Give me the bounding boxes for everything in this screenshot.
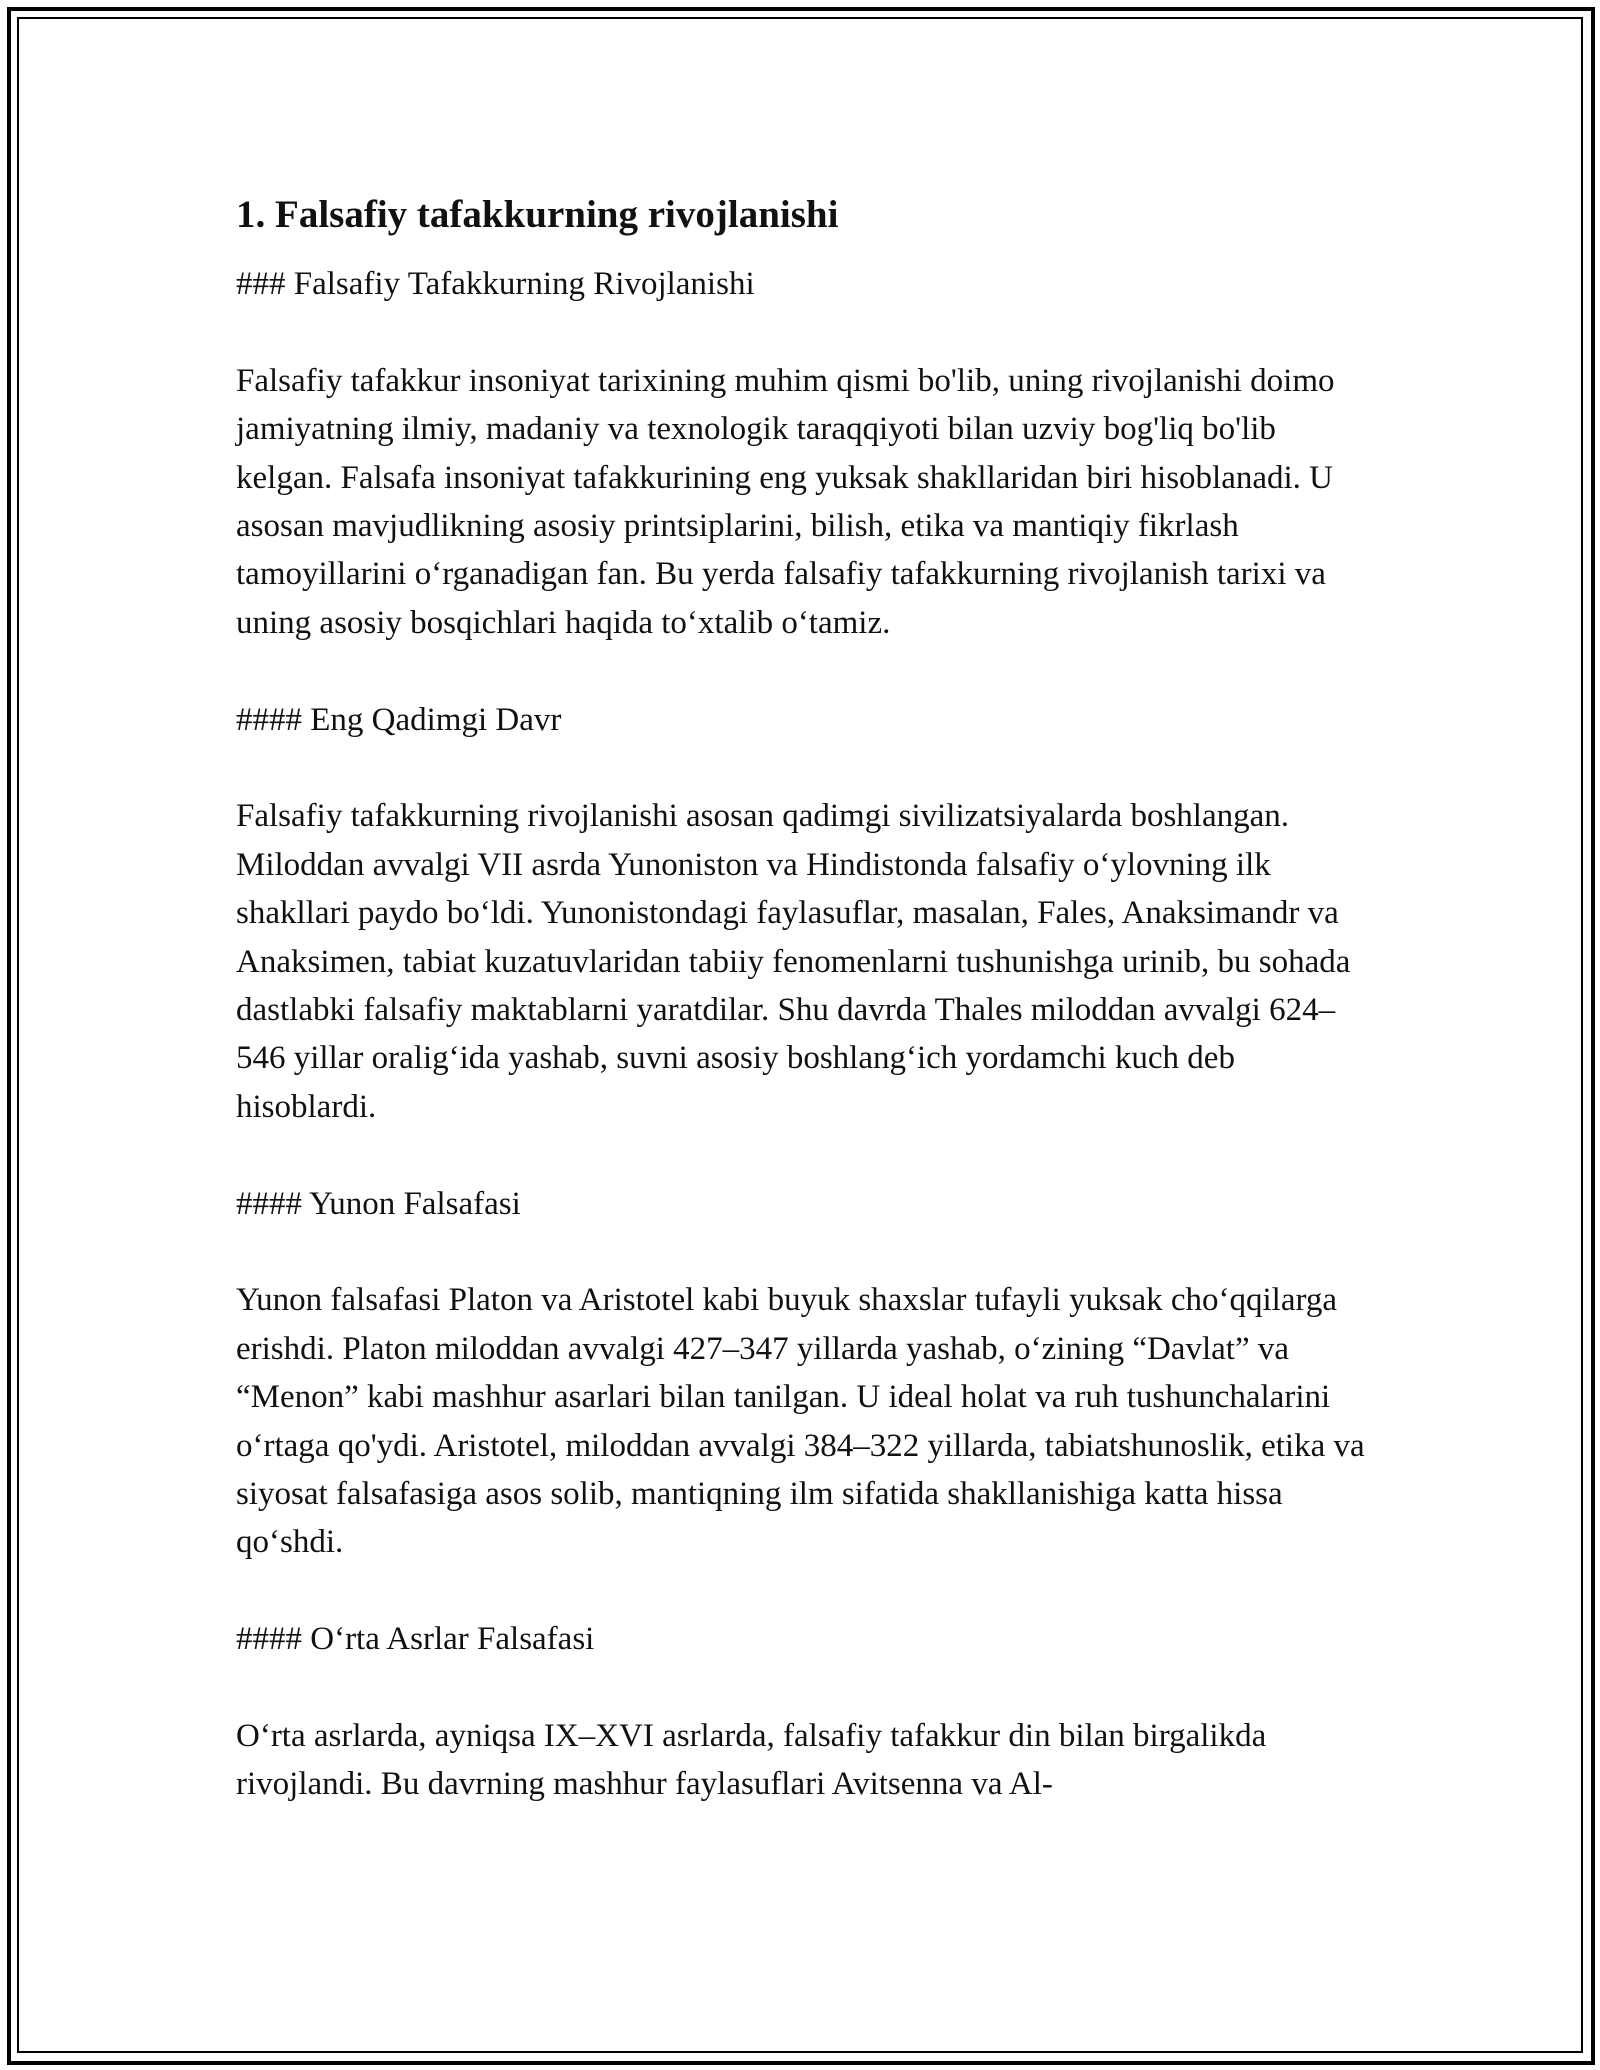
paragraph-intro: Falsafiy tafakkur insoniyat tarixining muhim qismi bo'lib, uning rivojlanishi doimo jamiyatning ilmiy, madaniy va texnologik taraqqiyoti bilan uzviy bog'liq bo'lib kelgan. Falsafa insoniyat tafakkurining eng yuksak shakllaridan biri hisoblanadi. U asosan mavjudlikning asosiy printsiplarini, bilish, etika va mantiqiy fikrlash tamoyillarini o‘rganadigan fan. Bu yerda falsafiy tafakkurning rivojlanish tarixi va uning asosiy bosqichlari haqida to‘xtalib o‘tamiz. [236, 362, 1335, 641]
subheading-yunon-falsafasi: #### Yunon Falsafasi [236, 1185, 521, 1222]
subheading-orta-asrlar: #### O‘rta Asrlar Falsafasi [236, 1621, 595, 1658]
subheading-eng-qadimgi-davr: #### Eng Qadimgi Davr [236, 701, 562, 738]
paragraph-eng-qadimgi-davr: Falsafiy tafakkurning rivojlanishi asosan qadimgi sivilizatsiyalarda boshlangan. Miloddan avvalgi VII asrda Yunoniston va Hindistonda falsafiy o‘ylovning ilk shakllari paydo bo‘ldi. Yunonistondagi faylasuflar, masalan, Fales, Anaksimandr va Anaksimen, tabiat kuzatuvlaridan tabiiy fenomenlarni tushunishga urinib, bu sohada dastlabki falsafiy maktablarni yaratdilar. Shu davrda Thales miloddan avvalgi 624–546 yillar oralig‘ida yashab, suvni asosiy boshlang‘ich yordamchi kuch deb hisoblardi. [236, 798, 1351, 1125]
document-title: 1. Falsafiy tafakkurning rivojlanishi [236, 193, 839, 236]
paragraph-orta-asrlar: O‘rta asrlarda, ayniqsa IX–XVI asrlarda, falsafiy tafakkur din bilan birgalikda rivojlandi. Bu davrning mashhur faylasuflari Avitsenna va Al- [236, 1718, 1267, 1803]
paragraph-yunon-falsafasi: Yunon falsafasi Platon va Aristotel kabi buyuk shaxslar tufayli yuksak cho‘qqilarga erishdi. Platon miloddan avvalgi 427–347 yillarda yashab, o‘zining “Davlat” va “Menon” kabi mashhur asarlari bilan tanilgan. U ideal holat va ruh tushunchalarini o‘rtaga qo'ydi. Aristotel, miloddan avvalgi 384–322 yillarda, tabiatshunoslik, etika va siyosat falsafasiga asos solib, mantiqning ilm sifatida shakllanishiga katta hissa qo‘shdi. [236, 1282, 1365, 1561]
subheading-falsafiy-tafakkur: ### Falsafiy Tafakkurning Rivojlanishi [236, 266, 755, 302]
document-body [236, 182, 1366, 1809]
